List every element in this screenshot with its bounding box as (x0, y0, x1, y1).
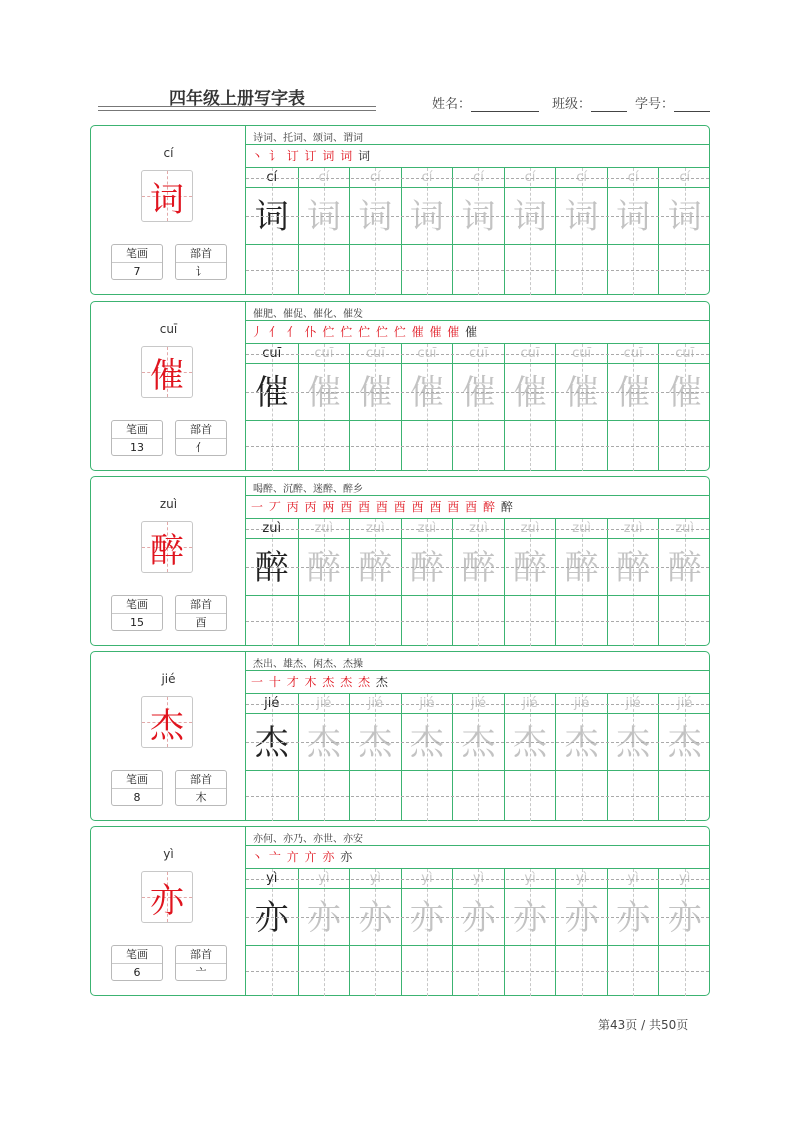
cell-char: 醉 (358, 548, 393, 588)
class-label: 班级： (552, 97, 592, 112)
cell-pinyin: cuī (623, 346, 643, 361)
radical-value: 酉 (195, 616, 207, 629)
strokes-box (111, 945, 163, 981)
id-field[interactable] (635, 93, 710, 112)
cell-pinyin: zuì (417, 521, 437, 536)
cell-pinyin: yì (266, 871, 278, 886)
strokes-value: 7 (133, 265, 141, 278)
cell-char: 醉 (461, 548, 496, 588)
stroke-step: 催 (429, 325, 443, 339)
stroke-step: 两 (322, 500, 336, 514)
stroke-step: 杰 (375, 675, 389, 689)
strokes-label: 笔画 (112, 421, 162, 439)
cell-char: 催 (564, 373, 599, 413)
radical-value: 亠 (195, 966, 207, 979)
char-info-panel (91, 827, 246, 995)
char-info-panel (91, 302, 246, 470)
radical-box (175, 244, 227, 280)
stroke-order (251, 498, 514, 515)
cell-char: 催 (306, 373, 341, 413)
stroke-step: 伫 (358, 325, 372, 339)
cell-pinyin: zuì (314, 521, 334, 536)
cell-char: 杰 (667, 723, 702, 763)
stroke-step: 催 (465, 325, 479, 339)
practice-card (90, 476, 710, 646)
strokes-box (111, 595, 163, 631)
cell-pinyin: zuì (623, 521, 643, 536)
cell-char: 催 (461, 373, 496, 413)
cell-pinyin: cí (370, 170, 381, 185)
cell-char: 杰 (254, 723, 289, 763)
example-words: 亦何、亦乃、亦世、亦安 (253, 834, 363, 845)
radical-box (175, 420, 227, 456)
radical-box (175, 945, 227, 981)
stroke-step: 酉 (429, 500, 443, 514)
stroke-step: 伫 (375, 325, 389, 339)
cell-char: 亦 (306, 898, 341, 938)
cell-pinyin: cí (473, 170, 484, 185)
cell-char: 催 (513, 373, 548, 413)
cell-char: 催 (409, 373, 444, 413)
cell-pinyin: cuī (520, 346, 540, 361)
cell-char: 醉 (564, 548, 599, 588)
cell-char: 催 (358, 373, 393, 413)
char-pinyin: zuì (159, 497, 178, 511)
stroke-step: 酉 (465, 500, 479, 514)
cell-char: 亦 (667, 898, 702, 938)
cell-pinyin: yì (679, 871, 691, 886)
char-info-panel (91, 126, 246, 294)
strokes-box (111, 244, 163, 280)
cell-pinyin: yì (575, 871, 588, 886)
stroke-step: 词 (358, 149, 372, 163)
cell-char: 醉 (409, 548, 444, 588)
stroke-step: 伫 (393, 325, 407, 339)
cell-char: 杰 (358, 723, 393, 763)
stroke-step: 一 (251, 500, 265, 514)
cell-char: 亦 (409, 898, 444, 938)
main-char: 醉 (150, 530, 184, 571)
cell-pinyin: jié (470, 696, 487, 711)
stroke-step: 酉 (411, 500, 425, 514)
stroke-step: 酉 (340, 500, 354, 514)
radical-box (175, 595, 227, 631)
cell-pinyin: jié (573, 696, 590, 711)
cell-char: 亦 (358, 898, 393, 938)
cell-pinyin: yì (472, 871, 485, 886)
practice-card (90, 125, 710, 295)
stroke-step: 词 (322, 149, 336, 163)
cell-pinyin: cuī (314, 346, 334, 361)
cell-char: 醉 (306, 548, 341, 588)
cell-pinyin: zuì (469, 521, 488, 536)
radical-box (175, 770, 227, 806)
char-box (141, 346, 193, 398)
main-char: 杰 (150, 705, 184, 746)
cell-char: 词 (358, 197, 393, 237)
cell-pinyin: jié (316, 696, 332, 711)
stroke-step: 丙 (304, 500, 318, 514)
example-words: 诗词、托词、颂词、谓词 (253, 133, 363, 144)
cell-pinyin: cí (266, 170, 278, 185)
cell-char: 词 (616, 197, 651, 237)
cell-char: 杰 (564, 723, 599, 763)
cell-pinyin: jié (367, 696, 383, 711)
radical-label: 部首 (176, 421, 226, 439)
strokes-value: 13 (130, 441, 144, 454)
cell-pinyin: yì (524, 871, 536, 886)
cell-char: 词 (513, 197, 548, 237)
cell-pinyin: cuī (572, 346, 592, 361)
strokes-label: 笔画 (112, 946, 162, 964)
stroke-step: 一 (251, 675, 265, 689)
stroke-step: 丶 (251, 850, 265, 864)
cell-pinyin: cí (524, 170, 536, 185)
stroke-step: 亻 (268, 325, 282, 339)
practice-card (90, 826, 710, 996)
stroke-step: 亻 (286, 325, 300, 339)
radical-label: 部首 (176, 771, 226, 789)
radical-label: 部首 (176, 946, 226, 964)
name-label: 姓名： (432, 97, 472, 112)
cell-pinyin: yì (627, 871, 639, 886)
cell-pinyin: zuì (262, 521, 282, 536)
stroke-step: 丿 (251, 325, 265, 339)
stroke-step: 酉 (393, 500, 407, 514)
cell-char: 催 (254, 373, 289, 413)
cell-pinyin: cuī (468, 346, 488, 361)
stroke-step: 亦 (322, 850, 336, 864)
cell-pinyin: zuì (572, 521, 591, 536)
cell-pinyin: jié (264, 696, 280, 711)
cell-pinyin: jié (625, 696, 641, 711)
cell-pinyin: jié (522, 696, 538, 711)
stroke-step: 伫 (340, 325, 354, 339)
char-pinyin: cí (163, 146, 174, 160)
strokes-box (111, 770, 163, 806)
cell-char: 亦 (616, 898, 651, 938)
page-number: 第43页 / 共50页 (598, 1018, 689, 1032)
stroke-step: 丙 (286, 500, 300, 514)
cell-char: 醉 (667, 548, 702, 588)
cell-pinyin: zuì (520, 521, 540, 536)
radical-value: 讠 (195, 265, 207, 278)
stroke-step: 才 (286, 675, 300, 689)
cell-pinyin: yì (421, 871, 433, 886)
char-pinyin: yì (163, 847, 174, 861)
cell-pinyin: jié (419, 696, 435, 711)
class-field[interactable] (552, 93, 627, 112)
strokes-value: 8 (133, 791, 141, 804)
cell-pinyin: cuī (262, 346, 282, 361)
stroke-step: 催 (411, 325, 425, 339)
radical-label: 部首 (176, 596, 226, 614)
strokes-label: 笔画 (112, 596, 162, 614)
cell-char: 醉 (513, 548, 548, 588)
char-info-panel (91, 477, 246, 645)
cell-char: 词 (409, 197, 444, 237)
main-char: 词 (150, 179, 184, 220)
stroke-step: 丆 (268, 500, 282, 514)
stroke-step: 木 (304, 675, 318, 689)
stroke-step: 亣 (304, 850, 318, 864)
practice-card (90, 301, 710, 471)
cell-char: 杰 (616, 723, 651, 763)
cell-char: 词 (254, 197, 289, 237)
cell-pinyin: zuì (675, 521, 695, 536)
cell-char: 亦 (254, 898, 289, 938)
stroke-step: 丶 (251, 149, 265, 163)
cell-pinyin: cuī (365, 346, 385, 361)
practice-card (90, 651, 710, 821)
stroke-step: 讠 (268, 149, 282, 163)
title-underline (98, 106, 376, 107)
stroke-step: 伫 (322, 325, 336, 339)
stroke-step: 酉 (358, 500, 372, 514)
stroke-step: 酉 (447, 500, 461, 514)
main-char: 亦 (150, 880, 184, 921)
cell-pinyin: cuī (675, 346, 695, 361)
cell-char: 亦 (513, 898, 548, 938)
cell-char: 醉 (616, 548, 651, 588)
cell-pinyin: yì (318, 871, 330, 886)
cell-char: 醉 (254, 548, 289, 588)
char-box (141, 170, 193, 222)
strokes-value: 15 (130, 616, 144, 629)
cell-pinyin: jié (677, 696, 693, 711)
stroke-step: 订 (286, 149, 300, 163)
cell-char: 词 (306, 197, 341, 237)
stroke-order (251, 673, 389, 690)
cell-pinyin: yì (369, 871, 382, 886)
stroke-step: 订 (304, 149, 318, 163)
stroke-step: 杰 (340, 675, 354, 689)
example-words: 催肥、催促、催化、催发 (253, 309, 363, 320)
char-pinyin: cuī (159, 322, 178, 336)
stroke-step: 亣 (286, 850, 300, 864)
stroke-step: 杰 (322, 675, 336, 689)
name-blank[interactable] (471, 99, 539, 112)
cell-char: 杰 (409, 723, 444, 763)
char-info-panel (91, 652, 246, 820)
stroke-step: 催 (447, 325, 461, 339)
cell-pinyin: cuī (417, 346, 437, 361)
stroke-step: 醉 (482, 500, 496, 514)
stroke-order (251, 848, 353, 865)
cell-char: 词 (461, 197, 496, 237)
class-blank[interactable] (591, 99, 627, 112)
radical-value: 亻 (195, 441, 207, 454)
stroke-step: 十 (268, 675, 282, 689)
stroke-step: 仆 (304, 325, 318, 339)
char-box (141, 696, 193, 748)
cell-char: 催 (616, 373, 651, 413)
stroke-order (251, 323, 478, 340)
cell-char: 词 (564, 197, 599, 237)
stroke-order (251, 147, 371, 164)
stroke-step: 杰 (358, 675, 372, 689)
title-underline-2 (98, 110, 376, 111)
cell-char: 亦 (461, 898, 496, 938)
id-label: 学号： (635, 97, 675, 112)
example-words: 喝醉、沉醉、迷醉、醉乡 (253, 484, 363, 495)
main-char: 催 (150, 355, 184, 396)
stroke-step: 词 (340, 149, 354, 163)
cell-char: 催 (667, 373, 702, 413)
cell-pinyin: cí (318, 170, 330, 185)
stroke-step: 亦 (340, 850, 354, 864)
strokes-box (111, 420, 163, 456)
cell-char: 亦 (564, 898, 599, 938)
stroke-step: 醉 (500, 500, 514, 514)
id-blank[interactable] (674, 99, 710, 112)
cell-char: 杰 (513, 723, 548, 763)
radical-label: 部首 (176, 245, 226, 263)
stroke-step: 酉 (375, 500, 389, 514)
char-box (141, 521, 193, 573)
example-words: 杰出、雄杰、闲杰、杰操 (253, 659, 363, 670)
cell-char: 杰 (306, 723, 341, 763)
radical-value: 木 (195, 791, 207, 804)
cell-char: 词 (667, 197, 702, 237)
cell-pinyin: cí (679, 170, 691, 185)
cell-pinyin: cí (421, 170, 433, 185)
name-field[interactable] (432, 93, 539, 112)
strokes-label: 笔画 (112, 245, 162, 263)
strokes-value: 6 (133, 966, 141, 979)
cell-pinyin: zuì (366, 521, 385, 536)
page-title: 四年级上册写字表 (169, 89, 305, 109)
stroke-step: 亠 (268, 850, 282, 864)
char-box (141, 871, 193, 923)
strokes-label: 笔画 (112, 771, 162, 789)
char-pinyin: jié (161, 672, 176, 686)
cell-pinyin: cí (627, 170, 639, 185)
cell-char: 杰 (461, 723, 496, 763)
cell-pinyin: cí (576, 170, 587, 185)
